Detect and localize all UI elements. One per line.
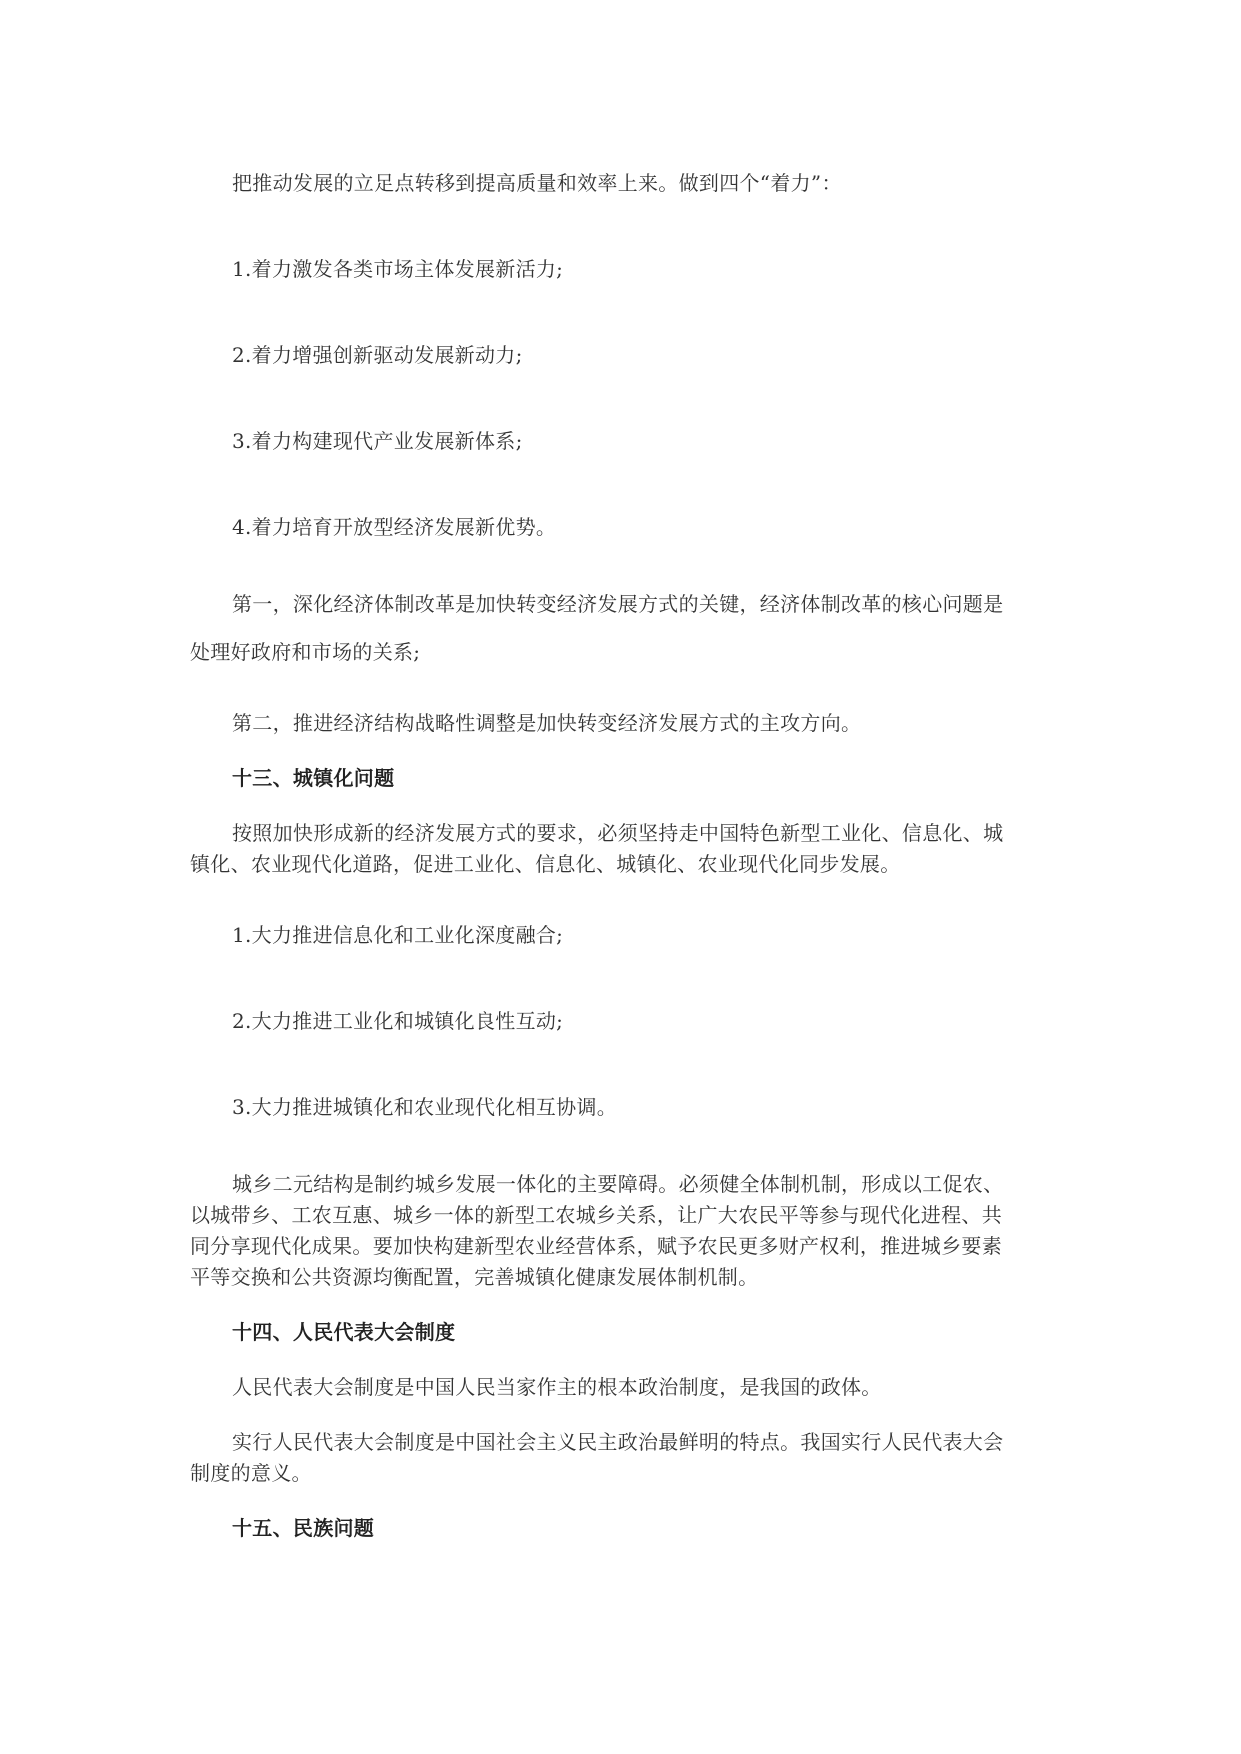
urban-rural-para-line-4: 平等交换和公共资源均衡配置，完善城镇化健康发展体制机制。 [190,1265,759,1289]
intro-paragraph: 把推动发展的立足点转移到提高质量和效率上来。做到四个“着力”： [232,171,842,195]
first-point-line-1: 第一，深化经济体制改革是加快转变经济发展方式的关键，经济体制改革的核心问题是 [232,592,1004,616]
section-13-heading: 十三、城镇化问题 [232,766,395,790]
urban-rural-para-line-3: 同分享现代化成果。要加快构建新型农业经营体系，赋予农民更多财产权利，推进城乡要素 [190,1234,1002,1258]
zhuoli-item-2: 2.着力增强创新驱动发展新动力; [232,343,523,367]
dali-item-1: 1.大力推进信息化和工业化深度融合; [232,923,564,947]
dali-item-3: 3.大力推进城镇化和农业现代化相互协调。 [232,1095,618,1119]
zhuoli-item-1: 1.着力激发各类市场主体发展新活力; [232,257,564,281]
section-15-heading: 十五、民族问题 [232,1516,375,1540]
section-14-heading: 十四、人民代表大会制度 [232,1320,456,1344]
section-13-para-line-2: 镇化、农业现代化道路，促进工业化、信息化、城镇化、农业现代化同步发展。 [190,852,901,876]
section-14-para-2-line-1: 实行人民代表大会制度是中国社会主义民主政治最鲜明的特点。我国实行人民代表大会 [232,1430,1004,1454]
section-14-para-1: 人民代表大会制度是中国人民当家作主的根本政治制度，是我国的政体。 [232,1375,882,1399]
zhuoli-item-4: 4.着力培育开放型经济发展新优势。 [232,515,557,539]
second-point: 第二，推进经济结构战略性调整是加快转变经济发展方式的主攻方向。 [232,711,862,735]
section-14-para-2-line-2: 制度的意义。 [190,1461,312,1485]
dali-item-2: 2.大力推进工业化和城镇化良性互动; [232,1009,564,1033]
section-13-para-line-1: 按照加快形成新的经济发展方式的要求，必须坚持走中国特色新型工业化、信息化、城 [232,821,1004,845]
urban-rural-para-line-2: 以城带乡、工农互惠、城乡一体的新型工农城乡关系，让广大农民平等参与现代化进程、共 [190,1203,1002,1227]
first-point-line-2: 处理好政府和市场的关系; [190,640,421,664]
zhuoli-item-3: 3.着力构建现代产业发展新体系; [232,429,523,453]
urban-rural-para-line-1: 城乡二元结构是制约城乡发展一体化的主要障碍。必须健全体制机制，形成以工促农、 [232,1172,1004,1196]
